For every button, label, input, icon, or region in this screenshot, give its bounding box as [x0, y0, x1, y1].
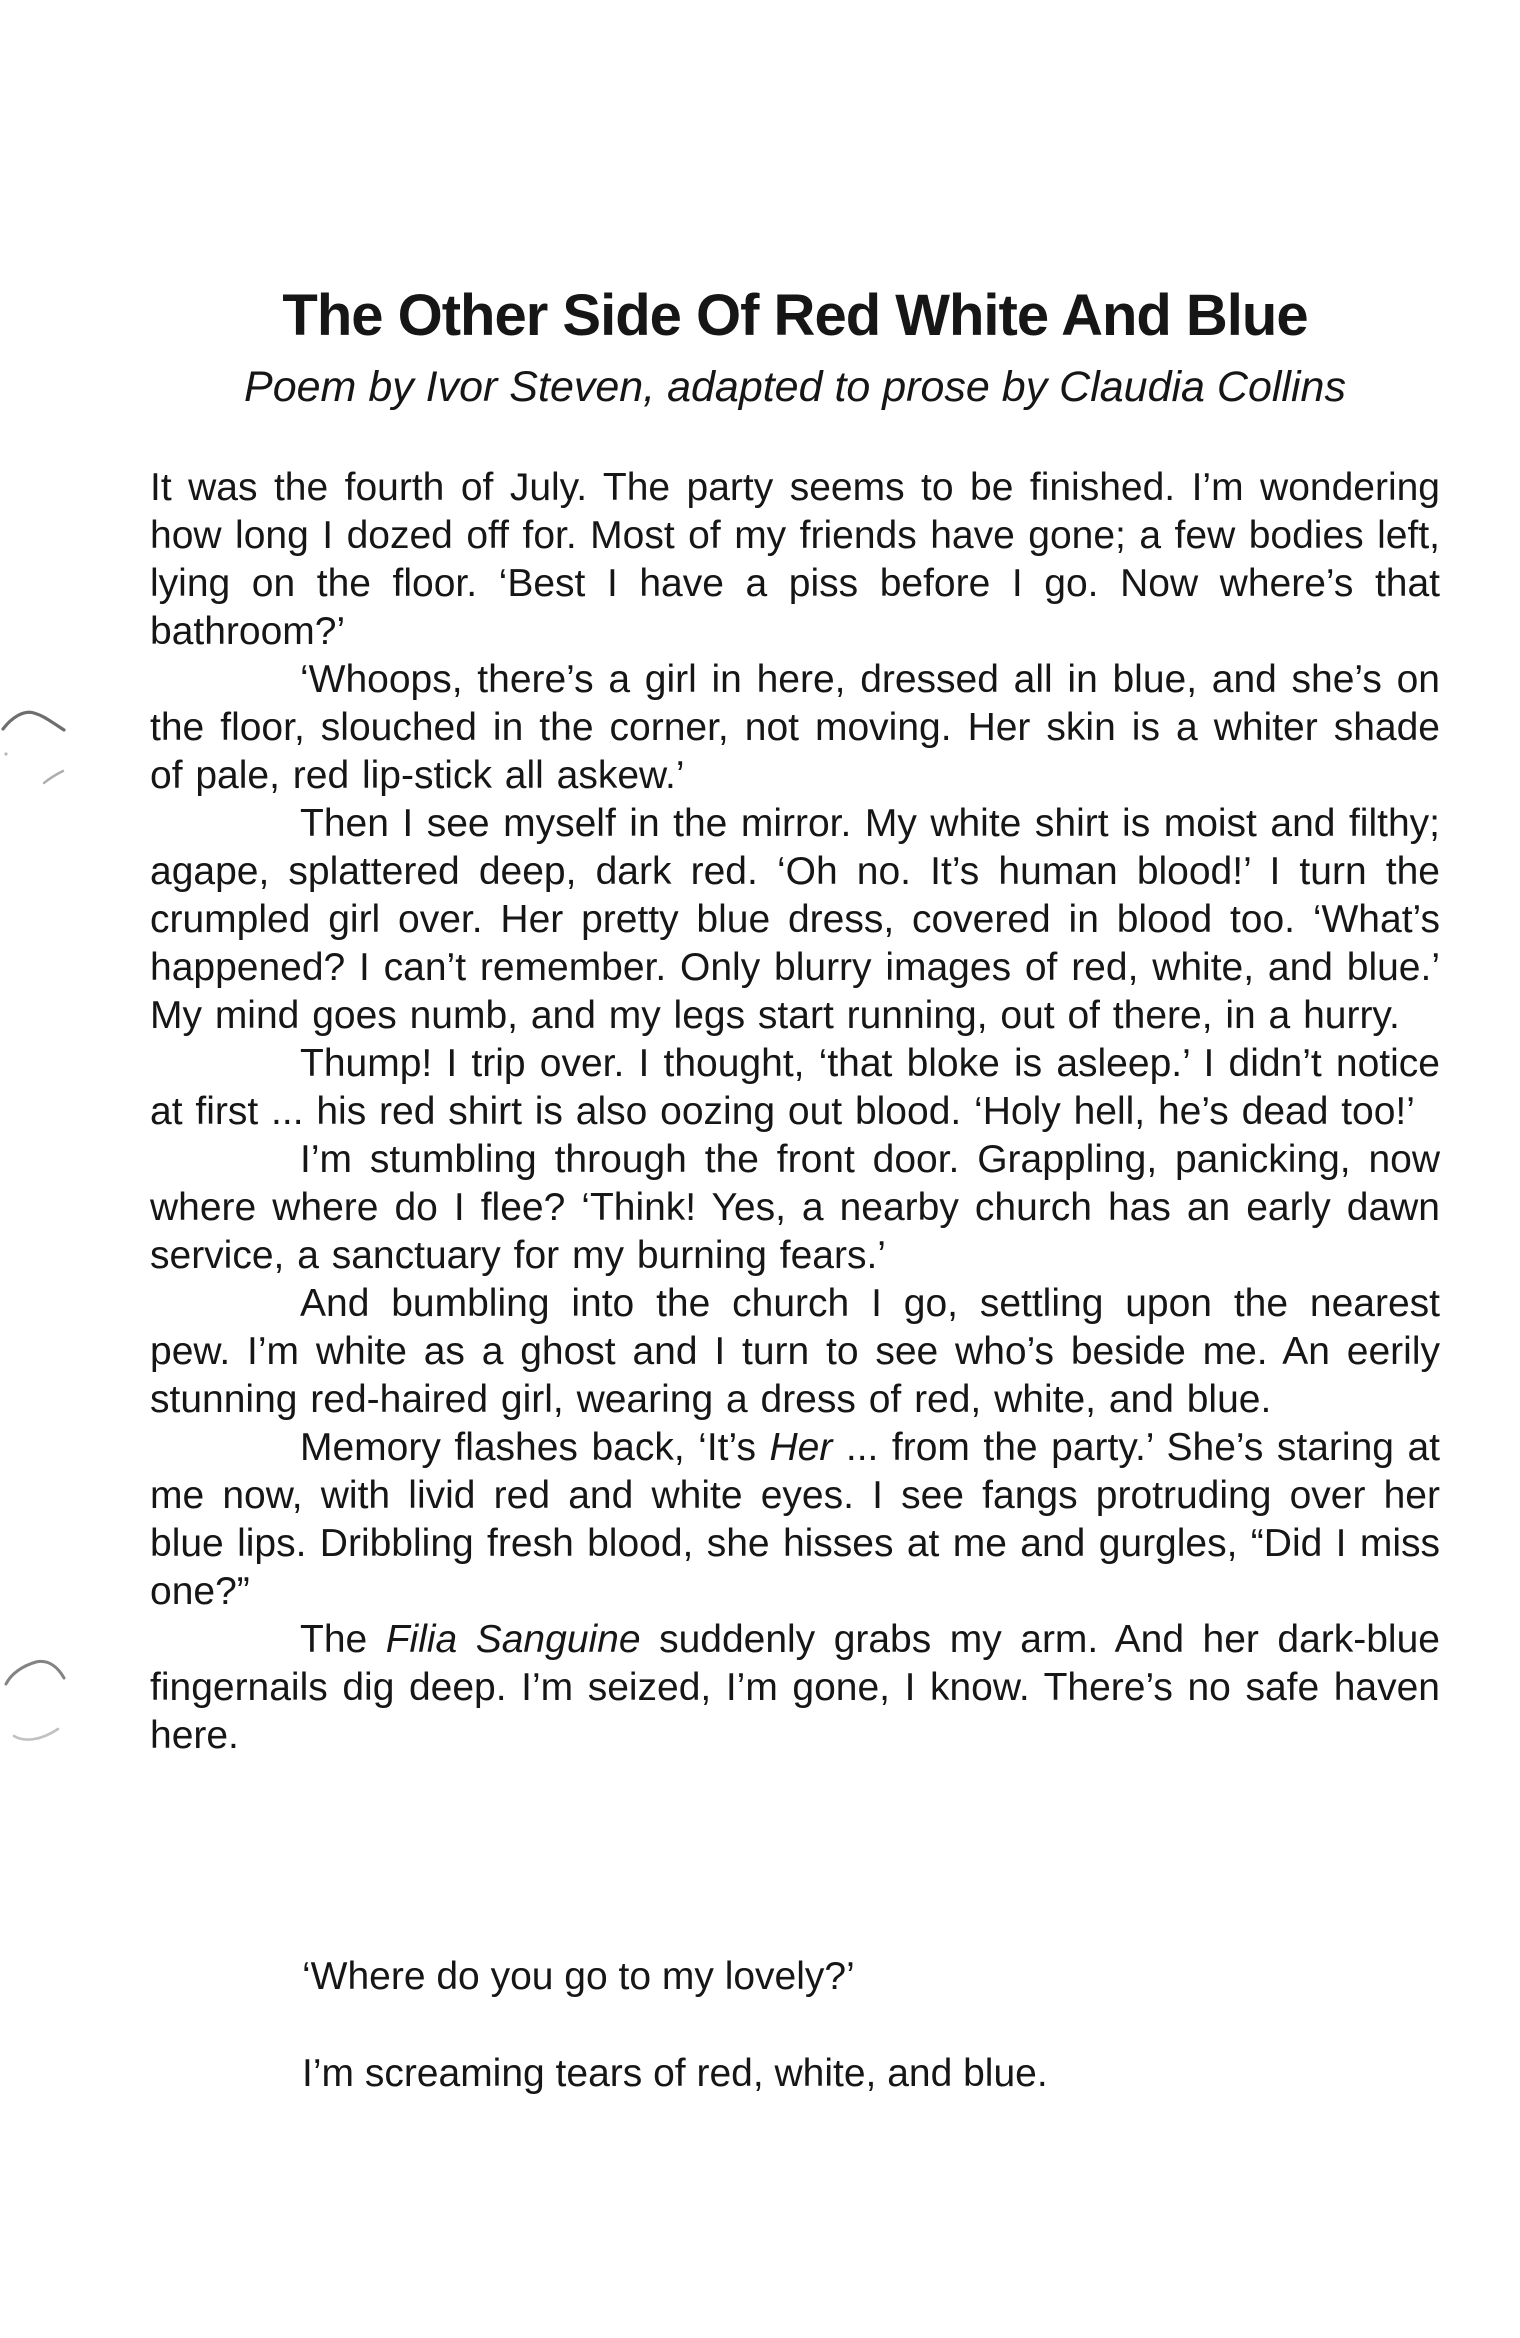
paragraph-7-text-a: Memory flashes back, ‘It’s [300, 1426, 770, 1469]
closing-line-2: I’m screaming tears of red, white, and blue. [302, 2052, 1048, 2095]
paragraph-8 [150, 1616, 1440, 1760]
paragraph-1-text: It was the fourth of July. The party seems to be finished. I’m wondering how long I dozed off for. Most of my friends have gone; a few bodies left, lying on the floor. ‘Best I have a piss before I go. Now where’s that bathroom?’ [150, 466, 1440, 653]
pencil-dash-upper-icon [44, 771, 63, 783]
paragraph-8-text-a: The [300, 1618, 386, 1661]
paragraph-4-text: Thump! I trip over. I thought, ‘that bloke is asleep.’ I didn’t notice at first ... his red shirt is also oozing out blood. ‘Holy hell, he’s dead too!’ [150, 1042, 1440, 1133]
paragraph-2-text: ‘Whoops, there’s a girl in here, dressed all in blue, and she’s on the floor, slouched in the corner, not moving. Her skin is a whiter shade of pale, red lip-stick all askew.’ [150, 658, 1440, 797]
paragraph-3-text: Then I see myself in the mirror. My white shirt is moist and filthy; agape, splattered deep, dark red. ‘Oh no. It’s human blood!’ I turn the crumpled girl over. Her pretty blue dress, covered in blood too. ‘What’s happened? I can’t remember. Only blurry images of red, white, and blue.’ My mind goes numb, and my legs start running, out of there, in a hurry. [150, 802, 1440, 1037]
paragraph-8-text-b: suddenly grabs my arm. And her dark-blue fingernails dig deep. I’m seized, I’m gone, I know. There’s no safe haven here. [150, 1618, 1440, 1757]
byline: Poem by Ivor Steven, adapted to prose by Claudia Collins [244, 363, 1346, 411]
closing-line-1: ‘Where do you go to my lovely?’ [302, 1955, 855, 1998]
paragraph-5 [150, 1136, 1440, 1280]
pencil-squiggle-upper-icon [3, 712, 64, 730]
paragraph-7 [150, 1424, 1440, 1616]
closing-stanza [302, 1953, 1048, 2098]
paragraph-4 [150, 1040, 1440, 1136]
paragraph-6 [150, 1280, 1440, 1424]
paragraph-3 [150, 800, 1440, 1040]
paragraph-7-italic-her: Her [769, 1426, 833, 1469]
paragraph-1 [150, 464, 1440, 656]
page-title: The Other Side Of Red White And Blue [282, 282, 1308, 348]
pencil-arc-lower-upper-stroke-icon [6, 1661, 64, 1684]
pencil-arc-lower-bottom-stroke-icon [14, 1729, 58, 1740]
paragraph-6-text: And bumbling into the church I go, settling upon the nearest pew. I’m white as a ghost and I turn to see who’s beside me. An eerily stunning red-haired girl, wearing a dress of red, white, and blue. [150, 1282, 1440, 1421]
paragraph-8-italic-filia-sanguine: Filia Sanguine [385, 1618, 641, 1661]
pencil-dot-icon [4, 752, 7, 755]
paragraph-2 [150, 656, 1440, 800]
paragraph-7-text-b: ... from the party.’ She’s staring at me now, with livid red and white eyes. I see fangs protruding over her blue lips. Dribbling fresh blood, she hisses at me and gurgles, “Did I miss one?” [150, 1426, 1440, 1613]
body-text [150, 464, 1440, 1760]
paragraph-5-text: I’m stumbling through the front door. Grappling, panicking, now where where do I flee? ‘Think! Yes, a nearby church has an early dawn service, a sanctuary for my burning fears.’ [150, 1138, 1440, 1277]
